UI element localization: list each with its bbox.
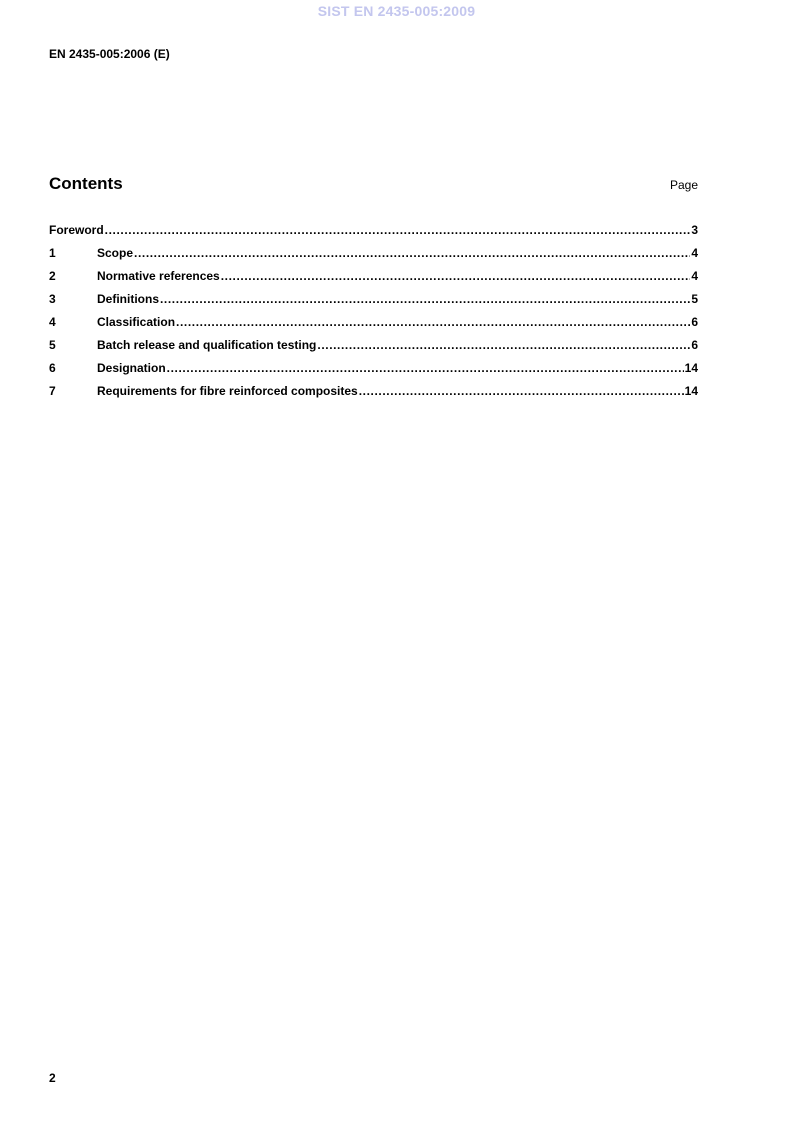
dot-leader	[176, 314, 690, 330]
page-column-label: Page	[669, 178, 698, 192]
toc-entry-number: 4	[49, 315, 56, 329]
watermark: SIST EN 2435-005:2009	[317, 3, 476, 19]
toc-entry-number: 6	[49, 361, 56, 375]
toc-entry-page: 3	[691, 223, 698, 237]
toc-entry-title: Classification	[97, 315, 176, 329]
toc-entry-number: 3	[49, 292, 56, 306]
toc-entry-batch-release[interactable]	[49, 337, 698, 360]
dot-leader	[167, 360, 684, 376]
toc-entry-title: Requirements for fibre reinforced composites	[97, 384, 358, 398]
toc-entry-number: 5	[49, 338, 56, 352]
toc-entry-title: Foreword	[49, 223, 104, 237]
toc-entry-number: 7	[49, 384, 56, 398]
toc-entry-classification[interactable]	[49, 314, 698, 337]
toc-entry-designation[interactable]	[49, 360, 698, 383]
toc-entry-requirements[interactable]	[49, 383, 698, 406]
toc-entry-normative-references[interactable]	[49, 268, 698, 291]
dot-leader	[134, 245, 690, 261]
toc-entry-page: 5	[691, 292, 698, 306]
dot-leader	[359, 383, 684, 399]
table-of-contents	[49, 222, 698, 406]
toc-entry-number: 2	[49, 269, 56, 283]
toc-entry-page: 6	[691, 338, 698, 352]
dot-leader	[105, 222, 691, 238]
dot-leader	[160, 291, 690, 307]
toc-entry-title: Scope	[97, 246, 134, 260]
toc-entry-title: Batch release and qualification testing	[97, 338, 317, 352]
toc-entry-number: 1	[49, 246, 56, 260]
contents-title: Contents	[49, 174, 123, 193]
document-id: EN 2435-005:2006 (E)	[49, 47, 170, 61]
toc-entry-definitions[interactable]	[49, 291, 698, 314]
dot-leader	[221, 268, 691, 284]
toc-entry-page: 4	[691, 269, 698, 283]
toc-entry-foreword[interactable]	[49, 222, 698, 245]
toc-entry-page: 6	[691, 315, 698, 329]
dot-leader	[317, 337, 690, 353]
toc-entry-title: Normative references	[97, 269, 220, 283]
toc-entry-scope[interactable]	[49, 245, 698, 268]
toc-entry-page: 4	[691, 246, 698, 260]
toc-entry-page: 14	[684, 361, 698, 375]
toc-entry-page: 14	[684, 384, 698, 398]
toc-entry-title: Definitions	[97, 292, 159, 306]
toc-entry-title: Designation	[97, 361, 166, 375]
page-number: 2	[49, 1071, 56, 1085]
